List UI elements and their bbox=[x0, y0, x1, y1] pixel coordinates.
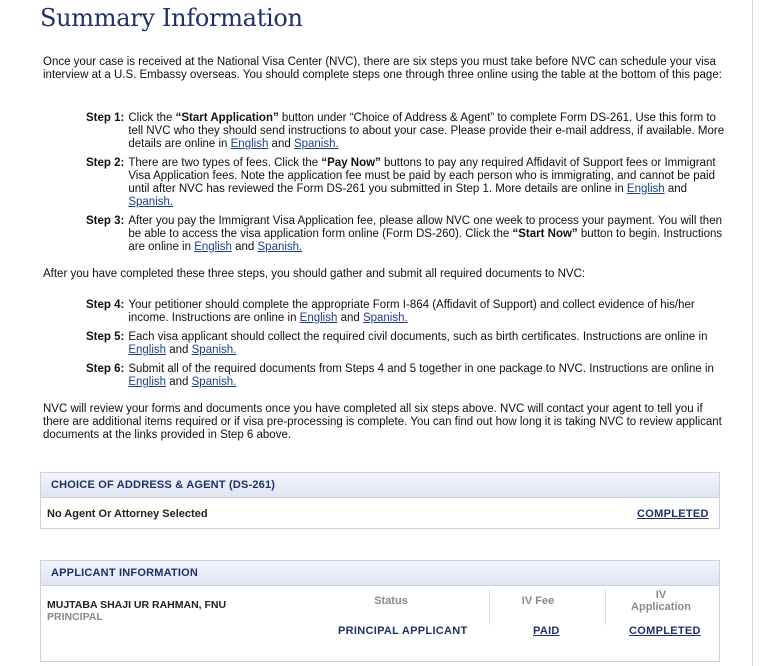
iv-application-column-header-line2: Application bbox=[631, 601, 691, 613]
applicant-panel bbox=[40, 560, 720, 662]
spanish-link[interactable]: Spanish. bbox=[191, 376, 237, 388]
applicant-name: MUJTABA SHAJI UR RAHMAN, FNU bbox=[47, 599, 227, 611]
step-text: button under “Choice of Address & Agent” to complete Form DS-261. Use this form to tell NVC who they should send instructions to about your case. Please provide their e-mail address, if available. More details are online in bbox=[128, 112, 725, 150]
iv-application-completed-link[interactable]: COMPLETED bbox=[629, 625, 701, 637]
spanish-link[interactable]: Spanish. bbox=[128, 196, 174, 208]
status-column-header: Status bbox=[374, 595, 408, 607]
step-label: Step 1: bbox=[86, 112, 125, 124]
step-text: There are two types of fees. Click the bbox=[128, 157, 322, 169]
step-2 bbox=[86, 157, 726, 209]
step-body bbox=[128, 112, 726, 151]
step-emphasis: “Pay Now” bbox=[321, 157, 381, 169]
step-text: and bbox=[664, 183, 688, 195]
step-4 bbox=[86, 299, 726, 325]
page-title: Summary Information bbox=[40, 4, 303, 32]
step-body bbox=[128, 299, 726, 325]
step-label: Step 6: bbox=[86, 363, 125, 375]
step-6 bbox=[86, 363, 726, 389]
spanish-link[interactable]: Spanish. bbox=[191, 344, 237, 356]
applicant-status: PRINCIPAL APPLICANT bbox=[338, 625, 468, 637]
english-link[interactable]: English bbox=[230, 138, 269, 150]
english-link[interactable]: English bbox=[194, 241, 232, 253]
step-text: button to begin. Instructions are online in bbox=[128, 228, 723, 253]
step-5 bbox=[86, 331, 726, 357]
applicant-role: PRINCIPAL bbox=[47, 611, 103, 623]
step-text: Each visa applicant should collect the required civil documents, such as birth certificates. Instructions are online in bbox=[128, 331, 708, 343]
iv-fee-paid-link[interactable]: PAID bbox=[533, 625, 560, 637]
english-link[interactable]: English bbox=[128, 376, 167, 388]
step-label: Step 2: bbox=[86, 157, 125, 169]
iv-application-column-header-line1: IV bbox=[655, 589, 667, 601]
agent-text: No Agent Or Attorney Selected bbox=[47, 508, 208, 520]
spanish-link[interactable]: Spanish. bbox=[257, 241, 303, 253]
step-body bbox=[128, 157, 726, 209]
cell-divider bbox=[489, 589, 490, 625]
step-text: and bbox=[337, 312, 363, 324]
step-label: Step 5: bbox=[86, 331, 125, 343]
step-text: and bbox=[166, 376, 192, 388]
right-border bbox=[752, 0, 753, 666]
agent-row bbox=[41, 498, 719, 528]
step-text: and bbox=[268, 138, 294, 150]
step-text: After you pay the Immigrant Visa Application fee, please allow NVC one week to process your payment. You will then be able to access the visa application form online (Form DS-260). Click the bbox=[128, 215, 722, 240]
step-body bbox=[128, 363, 726, 389]
middle-paragraph: After you have completed these three steps, you should gather and submit all required documents to NVC: bbox=[43, 268, 586, 280]
spanish-link[interactable]: Spanish. bbox=[362, 312, 408, 324]
spanish-link[interactable]: Spanish. bbox=[293, 138, 339, 150]
step-body bbox=[128, 331, 726, 357]
iv-fee-column-header: IV Fee bbox=[521, 595, 555, 607]
closing-paragraph: NVC will review your forms and documents once you have completed all six steps above. NVC will contact your agent to tell you if there are additional items required or if visa pre-processing is complete. You can find out how long it is taking NVC to review applicant documents at the links provided in Step 6 above. bbox=[43, 403, 722, 441]
step-1 bbox=[86, 112, 726, 151]
agent-panel bbox=[40, 472, 720, 529]
step-text: buttons to pay any required Affidavit of Support fees or Immigrant Visa Application fees. Note the application fee must be paid by each person who is immigrating, and cannot be paid until after NVC has reviewed the Form DS-261 you submitted in Step 1. More details are online in bbox=[128, 157, 716, 195]
step-label: Step 4: bbox=[86, 299, 125, 311]
cell-divider bbox=[605, 589, 606, 625]
step-body bbox=[128, 215, 726, 254]
step-text: Your petitioner should complete the appropriate Form I-864 (Affidavit of Support) and collect evidence of his/her income. Instructions are online in bbox=[128, 299, 695, 324]
step-text: Click the bbox=[128, 112, 176, 124]
english-link[interactable]: English bbox=[128, 344, 167, 356]
english-link[interactable]: English bbox=[299, 312, 338, 324]
step-text: Submit all of the required documents from Steps 4 and 5 together in one package to NVC. Instructions are online in bbox=[128, 363, 714, 375]
english-link[interactable]: English bbox=[626, 183, 665, 195]
step-label: Step 3: bbox=[86, 215, 125, 227]
agent-panel-header: CHOICE OF ADDRESS & AGENT (DS-261) bbox=[41, 473, 719, 498]
step-3 bbox=[86, 215, 726, 254]
agent-status-link[interactable]: COMPLETED bbox=[637, 508, 709, 520]
intro-paragraph: Once your case is received at the National Visa Center (NVC), there are six steps you must take before NVC can schedule your visa interview at a U.S. Embassy overseas. You should complete steps one through three online using the table at the bottom of this page: bbox=[43, 56, 722, 81]
step-emphasis: “Start Now” bbox=[512, 228, 578, 240]
step-text: and bbox=[231, 241, 258, 253]
applicant-panel-header: APPLICANT INFORMATION bbox=[41, 561, 719, 586]
step-text: and bbox=[166, 344, 192, 356]
step-emphasis: “Start Application” bbox=[175, 112, 279, 124]
